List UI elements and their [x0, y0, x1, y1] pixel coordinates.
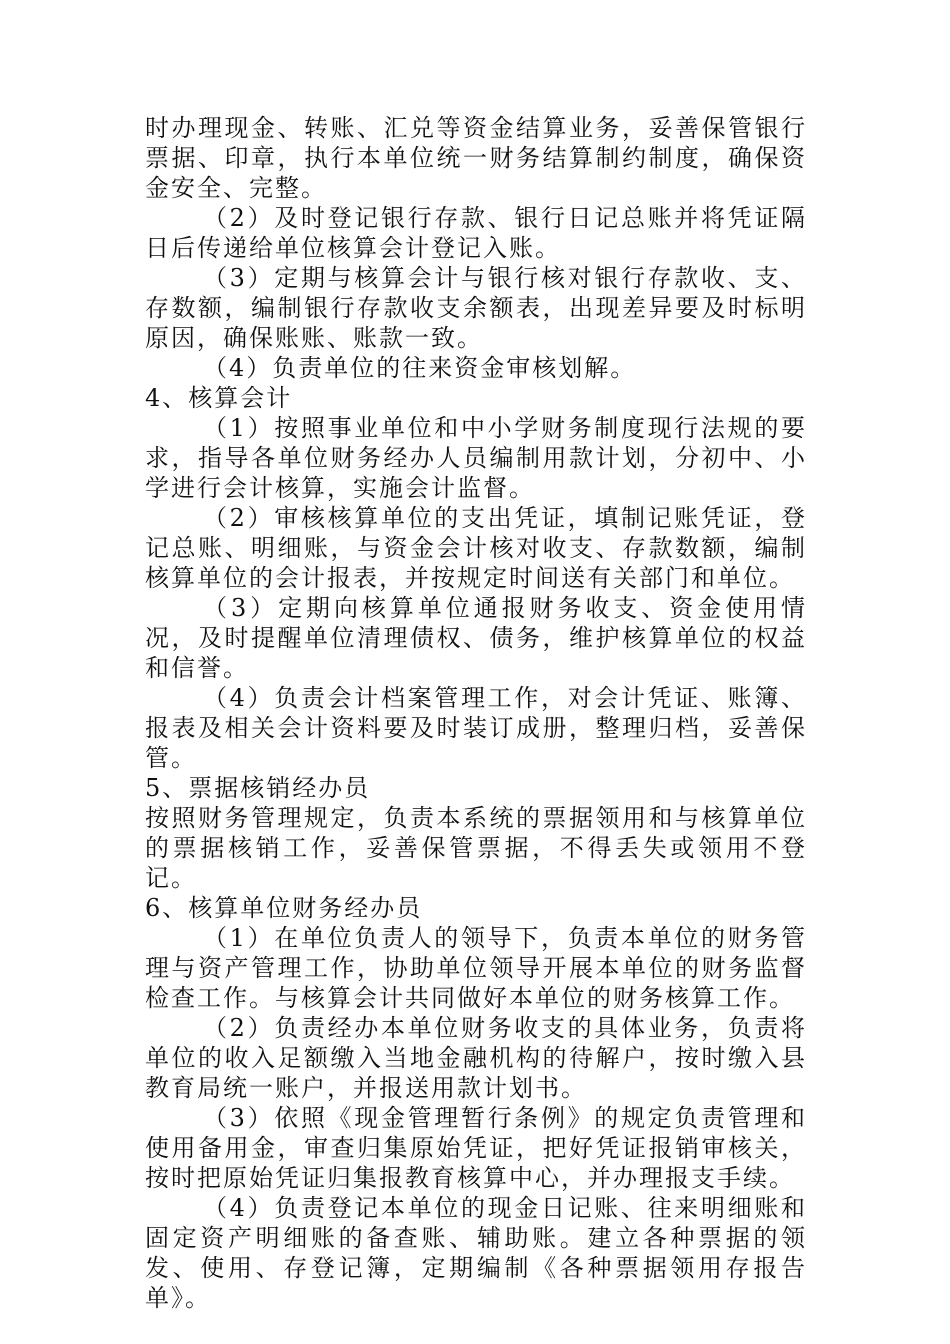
paragraph: （1）在单位负责人的领导下，负责本单位的财务管理与资产管理工作，协助单位领导开展本单位的财务监督检查工作。与核算会计共同做好本单位的财务核算工作。	[145, 924, 807, 1012]
section-heading: 5、票据核销经办员	[145, 774, 371, 802]
paragraph: 时办理现金、转账、汇兑等资金结算业务，妥善保管银行票据、印章，执行本单位统一财务结算制约制度，确保资金安全、完整。	[145, 114, 807, 202]
paragraph: （4）负责单位的往来资金审核划解。	[203, 354, 637, 382]
paragraph: （2）审核核算单位的支出凭证，填制记账凭证，登记总账、明细账，与资金会计核对收支、存款数额，编制核算单位的会计报表，并按规定时间送有关部门和单位。	[145, 504, 807, 592]
paragraph: （3）定期向核算单位通报财务收支、资金使用情况，及时提醒单位清理债权、债务，维护核算单位的权益和信誉。	[145, 594, 807, 682]
paragraph: 按照财务管理规定，负责本系统的票据领用和与核算单位的票据核销工作，妥善保管票据，不得丢失或领用不登记。	[145, 804, 807, 892]
paragraph: （1）按照事业单位和中小学财务制度现行法规的要求，指导各单位财务经办人员编制用款计划，分初中、小学进行会计核算，实施会计监督。	[145, 414, 807, 502]
paragraph: （4）负责登记本单位的现金日记账、往来明细账和固定资产明细账的备查账、辅助账。建立各种票据的领发、使用、存登记簿，定期编制《各种票据领用存报告单》。	[145, 1194, 807, 1312]
section-heading: 4、核算会计	[145, 384, 293, 412]
paragraph: （3）定期与核算会计与银行核对银行存款收、支、存数额，编制银行存款收支余额表，出现差异要及时标明原因，确保账账、账款一致。	[145, 264, 807, 352]
section-heading: 6、核算单位财务经办员	[145, 894, 423, 922]
paragraph: （4）负责会计档案管理工作，对会计凭证、账簿、报表及相关会计资料要及时装订成册，整理归档，妥善保管。	[145, 684, 807, 772]
paragraph: （2）负责经办本单位财务收支的具体业务，负责将单位的收入足额缴入当地金融机构的待解户，按时缴入县教育局统一账户，并报送用款计划书。	[145, 1014, 807, 1102]
paragraph: （2）及时登记银行存款、银行日记总账并将凭证隔日后传递给单位核算会计登记入账。	[145, 204, 807, 262]
paragraph: （3）依照《现金管理暂行条例》的规定负责管理和使用备用金，审查归集原始凭证，把好凭证报销审核关，按时把原始凭证归集报教育核算中心，并办理报支手续。	[145, 1104, 807, 1192]
document-body	[145, 113, 807, 1313]
